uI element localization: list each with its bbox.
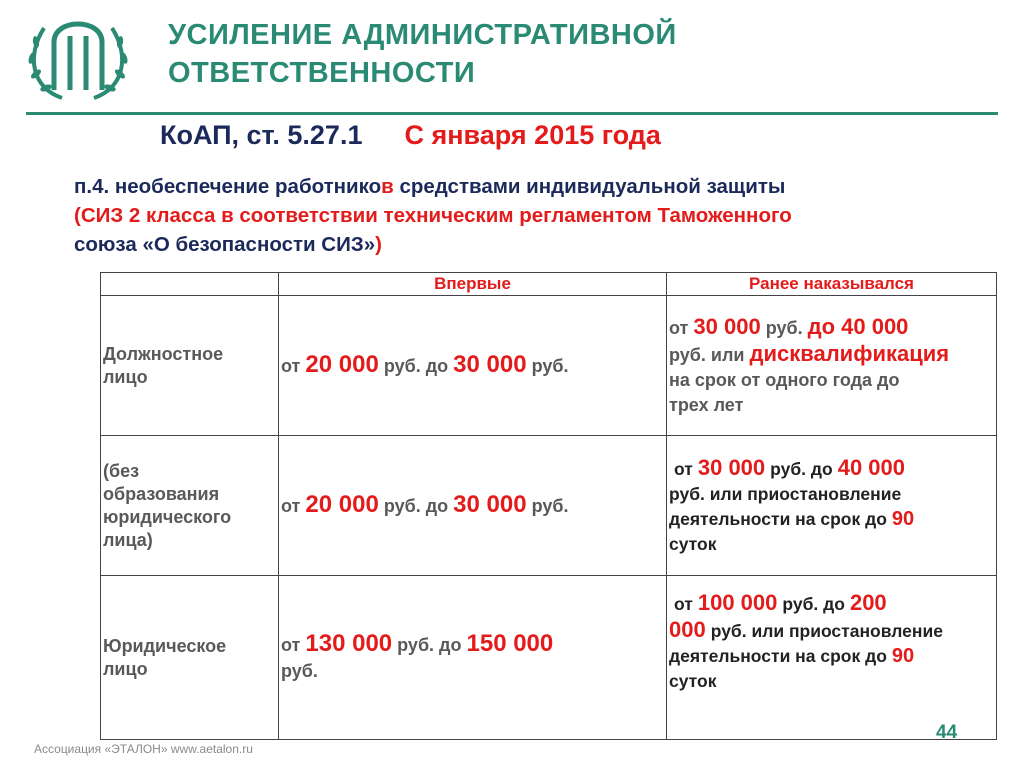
- violation-description: п.4. необеспечение работников средствами индивидуальной защиты (СИЗ 2 класса в соответствии техническим регламентом Таможенного союза «О безопасности СИЗ»): [74, 175, 792, 256]
- koap-article: КоАП, ст. 5.27.1: [160, 120, 363, 150]
- row-label: Должностное лицо: [101, 296, 279, 436]
- header-divider: [26, 112, 998, 115]
- row-label: Юридическое лицо: [101, 576, 279, 740]
- table-row: [101, 296, 997, 436]
- header-first-time: Впервые: [279, 273, 667, 296]
- repeat-penalty: от 30 000 руб. до 40 000 руб. или приостановление деятельности на срок до 90 суток: [667, 436, 997, 576]
- page-number: 44: [936, 722, 958, 743]
- table-header-row: [101, 273, 997, 296]
- slide-title: [168, 16, 677, 92]
- table-row: [101, 576, 997, 740]
- repeat-penalty: от 30 000 руб. до 40 000 руб. или дисквалификация на срок от одного года до трех лет: [667, 296, 997, 436]
- row-label: (без образования юридического лица): [101, 436, 279, 576]
- header-repeat: Ранее наказывался: [667, 273, 997, 296]
- first-penalty: от 130 000 руб. до 150 000 руб.: [279, 576, 667, 740]
- laurel-columns-logo: [22, 12, 134, 106]
- first-penalty: от 20 000 руб. до 30 000 руб.: [279, 296, 667, 436]
- effective-date: С января 2015 года: [404, 120, 661, 150]
- penalty-table: [100, 272, 997, 740]
- footer-association: Ассоциация «ЭТАЛОН» www.aetalon.ru: [34, 742, 253, 756]
- title-line-2: ОТВЕТСТВЕННОСТИ: [168, 57, 476, 89]
- table-row: [101, 436, 997, 576]
- repeat-penalty: от 100 000 руб. до 200 000 руб. или приостановление деятельности на срок до 90 суток: [667, 576, 997, 740]
- article-reference: [160, 120, 661, 151]
- header-empty: [101, 273, 279, 296]
- first-penalty: от 20 000 руб. до 30 000 руб.: [279, 436, 667, 576]
- title-line-1: УСИЛЕНИЕ АДМИНИСТРАТИВНОЙ: [168, 19, 677, 51]
